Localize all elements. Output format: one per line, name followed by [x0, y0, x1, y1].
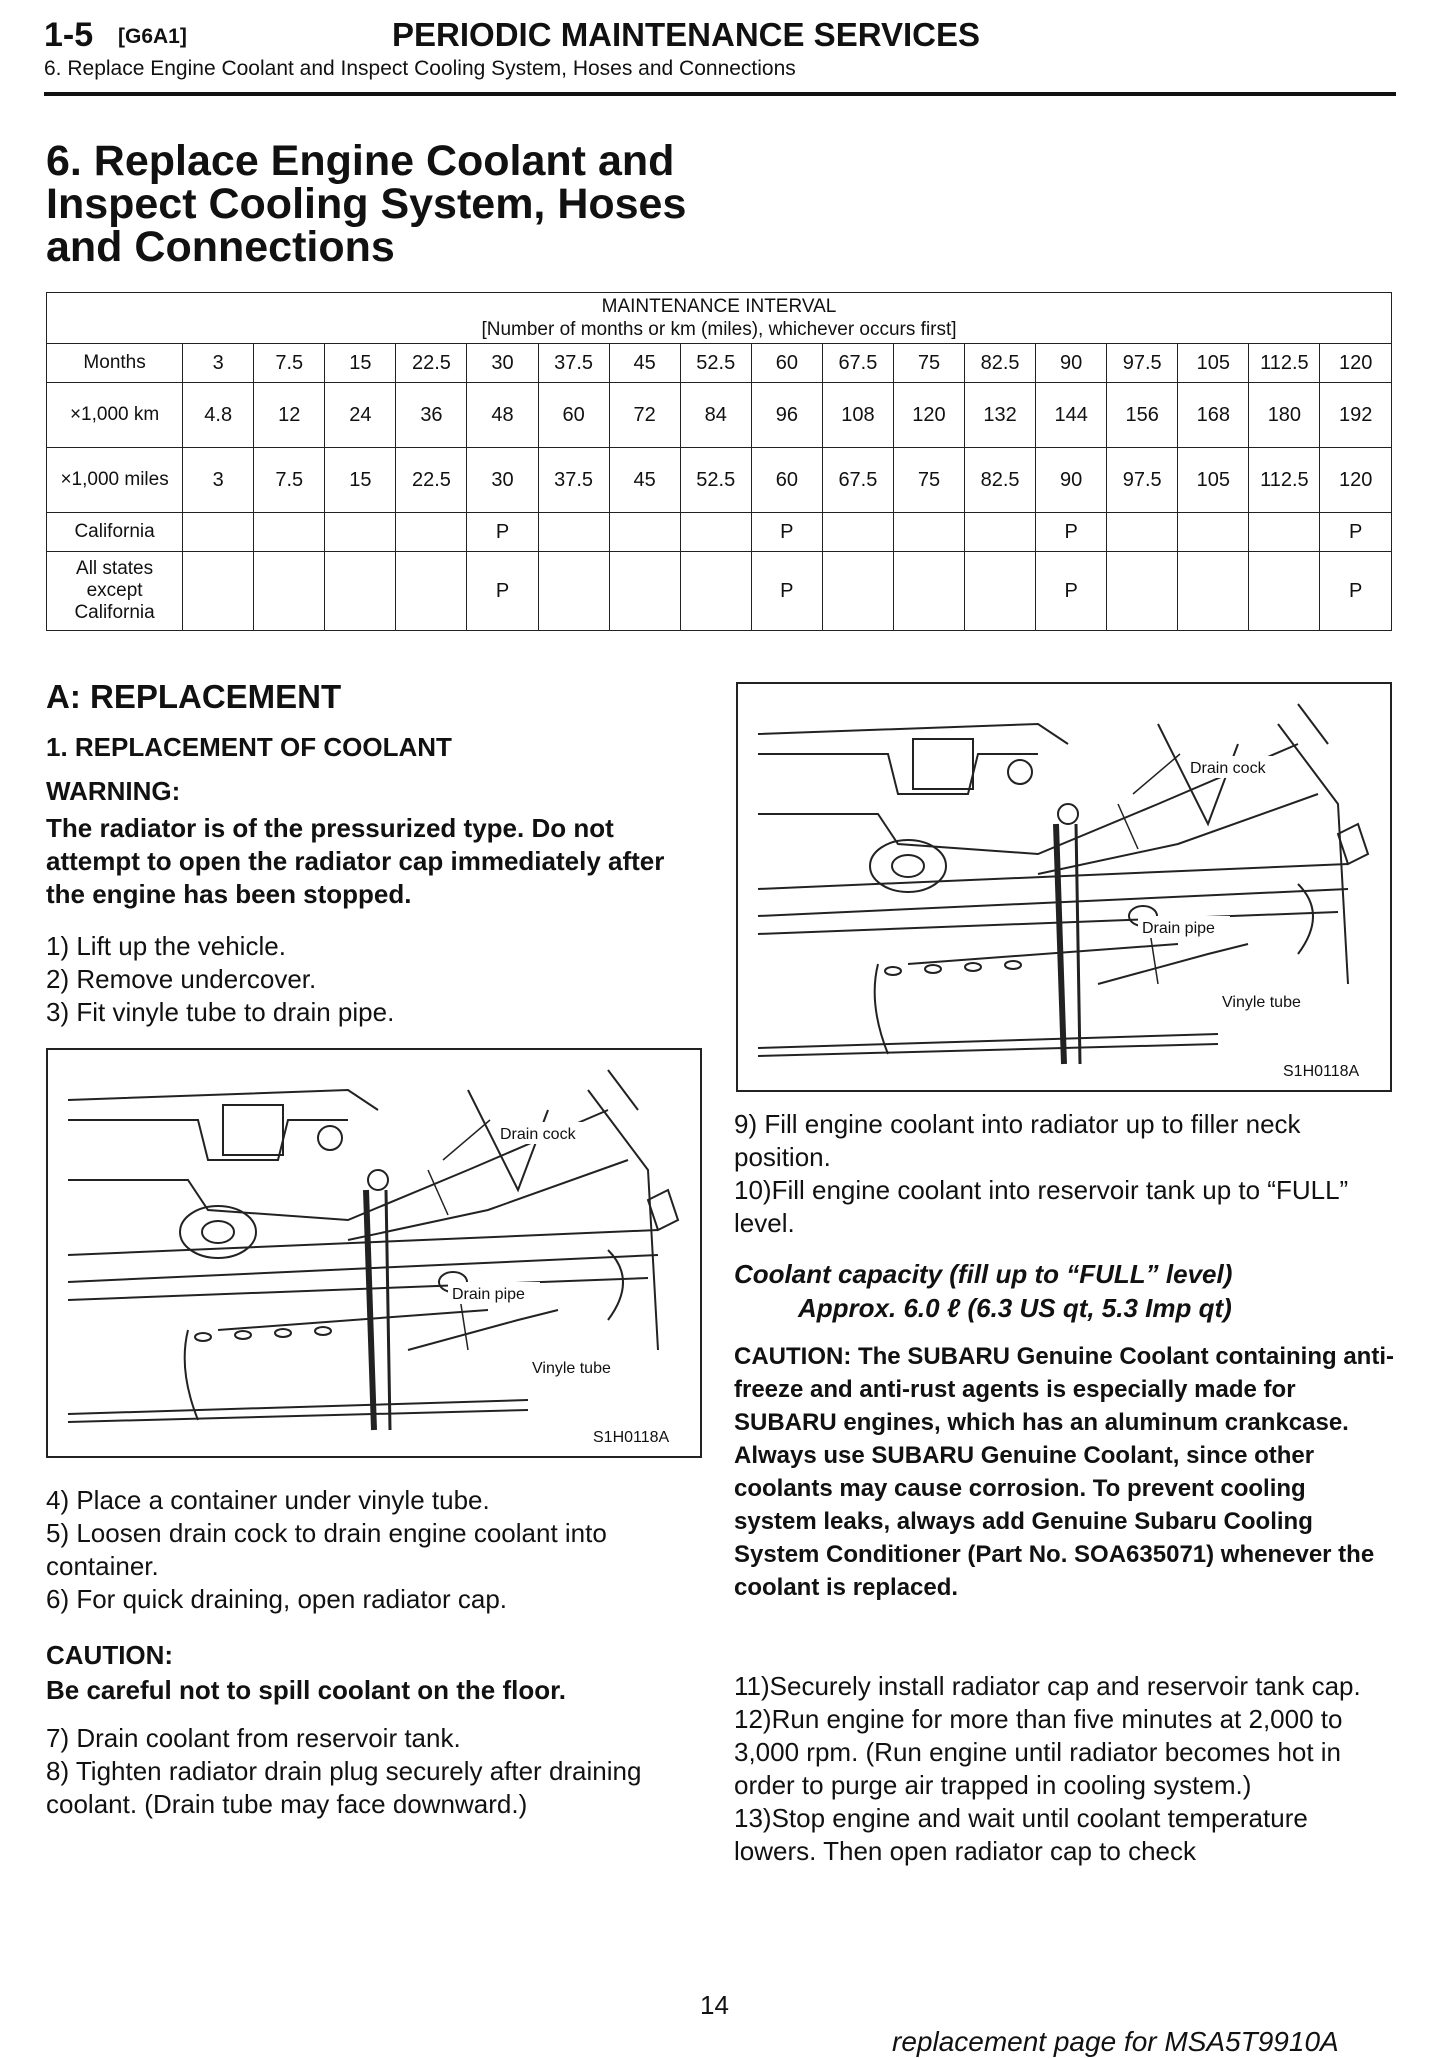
replacement-heading: A: REPLACEMENT — [46, 678, 342, 715]
row-label: ×1,000 miles — [47, 448, 183, 513]
section-code: [G6A1] — [118, 25, 187, 48]
table-cell — [1178, 513, 1249, 552]
caution-text: Be careful not to spill coolant on the floor. — [46, 1675, 567, 1705]
table-cell — [1249, 513, 1320, 552]
table-cell: 90 — [1036, 448, 1107, 513]
step-item: 9) Fill engine coolant into radiator up to filler neck position. — [734, 1109, 1301, 1172]
table-cell — [822, 513, 893, 552]
warning-label: WARNING: — [46, 776, 181, 806]
step-list — [46, 1722, 706, 1821]
table-cell: 3 — [183, 344, 254, 383]
table-cell: 7.5 — [254, 448, 325, 513]
table-cell: P — [1036, 552, 1107, 631]
table-cell: 52.5 — [680, 344, 751, 383]
table-cell: 105 — [1178, 448, 1249, 513]
table-row — [47, 513, 1392, 552]
step-item: 12)Run engine for more than five minutes at 2,000 to 3,000 rpm. (Run engine until radiator becomes hot in order to purge air trapped in cooling system.) — [734, 1704, 1343, 1800]
table-cell: 60 — [538, 383, 609, 448]
row-label: ×1,000 km — [47, 383, 183, 448]
caution-label: CAUTION: — [46, 1640, 174, 1670]
step-item: 8) Tighten radiator drain plug securely after draining coolant. (Drain tube may face downward.) — [46, 1756, 642, 1819]
table-cell: P — [1320, 513, 1392, 552]
table-cell — [609, 552, 680, 631]
table-cell: P — [1036, 513, 1107, 552]
table-cell — [183, 552, 254, 631]
table-cell: 90 — [1036, 344, 1107, 383]
table-cell: 30 — [467, 448, 538, 513]
label-drain-pipe: Drain pipe — [1142, 920, 1215, 937]
table-cell — [325, 513, 396, 552]
table-cell: 192 — [1320, 383, 1392, 448]
table-cell: 3 — [183, 448, 254, 513]
step-item: 4) Place a container under vinyle tube. — [46, 1485, 490, 1515]
table-cell — [396, 513, 467, 552]
step-item: 11)Securely install radiator cap and reservoir tank cap. — [734, 1671, 1361, 1701]
table-cell: 45 — [609, 448, 680, 513]
table-cell: 67.5 — [822, 448, 893, 513]
table-cell: 75 — [893, 344, 964, 383]
table-cell: 60 — [751, 344, 822, 383]
header-rule — [44, 92, 1396, 96]
section-title: 6. Replace Engine Coolant and Inspect Cooling System, Hoses and Connections — [46, 137, 687, 271]
table-cell — [1107, 513, 1178, 552]
table-cell: 112.5 — [1249, 344, 1320, 383]
table-cell: P — [467, 513, 538, 552]
warning-text: The radiator is of the pressurized type. Do not attempt to open the radiator cap immediately after the engine has been stopped. — [46, 813, 665, 909]
table-cell: 168 — [1178, 383, 1249, 448]
table-cell: 132 — [965, 383, 1036, 448]
table-cell: 156 — [1107, 383, 1178, 448]
table-cell: 15 — [325, 344, 396, 383]
table-cell: P — [467, 552, 538, 631]
table-cell — [965, 552, 1036, 631]
table-cell: P — [1320, 552, 1392, 631]
table-cell: 30 — [467, 344, 538, 383]
table-cell — [1178, 552, 1249, 631]
table-cell — [538, 552, 609, 631]
table-cell — [965, 513, 1036, 552]
table-cell: 144 — [1036, 383, 1107, 448]
engine-underside-drawing — [738, 684, 1390, 1090]
table-cell: 84 — [680, 383, 751, 448]
table-cell — [538, 513, 609, 552]
page-number: 14 — [700, 1990, 729, 2020]
table-cell: 180 — [1249, 383, 1320, 448]
label-drain-pipe: Drain pipe — [452, 1286, 525, 1303]
table-cell: 12 — [254, 383, 325, 448]
step-item: 3) Fit vinyle tube to drain pipe. — [46, 997, 395, 1027]
table-cell — [822, 552, 893, 631]
table-cell: 22.5 — [396, 344, 467, 383]
table-cell: 37.5 — [538, 448, 609, 513]
table-header-cell — [47, 293, 1392, 344]
table-cell: 97.5 — [1107, 448, 1178, 513]
step-list — [46, 930, 706, 1029]
table-row — [47, 383, 1392, 448]
figure-code: S1H0118A — [593, 1429, 670, 1446]
table-cell: 45 — [609, 344, 680, 383]
table-cell: 82.5 — [965, 448, 1036, 513]
table-row — [47, 344, 1392, 383]
step-item: 2) Remove undercover. — [46, 964, 317, 994]
coolant-caution-text: CAUTION: The SUBARU Genuine Coolant containing anti-freeze and anti-rust agents is especially made for SUBARU engines, which has an aluminum crankcase. Always use SUBARU Genuine Coolant, since other coolants may cause corrosion. To prevent cooling system leaks, always add Genuine Subaru Cooling System Conditioner (Part No. SOA635071) whenever the coolant is replaced. — [734, 1343, 1394, 1601]
table-cell — [396, 552, 467, 631]
table-cell: 67.5 — [822, 344, 893, 383]
table-cell — [609, 513, 680, 552]
table-cell — [325, 552, 396, 631]
header-title: PERIODIC MAINTENANCE SERVICES — [392, 16, 980, 53]
table-cell: 36 — [396, 383, 467, 448]
table-cell: 120 — [1320, 448, 1392, 513]
step-list — [734, 1670, 1394, 1868]
table-cell: 60 — [751, 448, 822, 513]
table-cell: 105 — [1178, 344, 1249, 383]
table-cell: 120 — [893, 383, 964, 448]
table-cell: 82.5 — [965, 344, 1036, 383]
table-row — [47, 552, 1392, 631]
table-cell: 48 — [467, 383, 538, 448]
drain-illustration — [736, 682, 1392, 1092]
coolant-capacity-line2: Approx. 6.0 ℓ (6.3 US qt, 5.3 Imp qt) — [798, 1293, 1232, 1323]
label-drain-cock: Drain cock — [500, 1126, 576, 1143]
coolant-capacity-line1: Coolant capacity (fill up to “FULL” level) — [734, 1259, 1233, 1289]
table-cell: 15 — [325, 448, 396, 513]
step-item: 5) Loosen drain cock to drain engine coolant into container. — [46, 1518, 607, 1581]
table-cell: 120 — [1320, 344, 1392, 383]
table-header-title: MAINTENANCE INTERVAL — [601, 296, 837, 317]
label-drain-cock: Drain cock — [1190, 760, 1266, 777]
page-ref: 1-5 — [44, 16, 94, 54]
step-item: 1) Lift up the vehicle. — [46, 931, 286, 961]
figure-code: S1H0118A — [1283, 1063, 1360, 1080]
replacement-subheading: 1. REPLACEMENT OF COOLANT — [46, 732, 452, 762]
table-cell: 37.5 — [538, 344, 609, 383]
table-cell — [183, 513, 254, 552]
table-cell — [254, 513, 325, 552]
row-label: All states except California — [47, 552, 183, 631]
footer-note: replacement page for MSA5T9910A — [892, 2026, 1339, 2057]
row-label: California — [47, 513, 183, 552]
step-list — [734, 1108, 1394, 1240]
table-cell — [680, 552, 751, 631]
table-cell: 108 — [822, 383, 893, 448]
step-item: 10)Fill engine coolant into reservoir tank up to “FULL” level. — [734, 1175, 1349, 1238]
table-cell — [254, 552, 325, 631]
drain-illustration — [46, 1048, 702, 1458]
table-cell: 22.5 — [396, 448, 467, 513]
table-cell: 96 — [751, 383, 822, 448]
table-cell: P — [751, 552, 822, 631]
table-cell: 75 — [893, 448, 964, 513]
table-cell: P — [751, 513, 822, 552]
header-subtitle: 6. Replace Engine Coolant and Inspect Cooling System, Hoses and Connections — [44, 57, 796, 80]
table-cell: 97.5 — [1107, 344, 1178, 383]
step-item: 7) Drain coolant from reservoir tank. — [46, 1723, 461, 1753]
table-header-row — [47, 293, 1392, 344]
row-label: Months — [47, 344, 183, 383]
table-cell — [893, 552, 964, 631]
table-row — [47, 448, 1392, 513]
step-list — [46, 1484, 706, 1616]
table-cell: 52.5 — [680, 448, 751, 513]
table-cell: 24 — [325, 383, 396, 448]
table-cell — [680, 513, 751, 552]
label-vinyle-tube: Vinyle tube — [1222, 994, 1301, 1011]
table-cell — [893, 513, 964, 552]
table-cell: 112.5 — [1249, 448, 1320, 513]
table-cell: 4.8 — [183, 383, 254, 448]
maintenance-interval-table — [46, 292, 1392, 631]
label-vinyle-tube: Vinyle tube — [532, 1360, 611, 1377]
table-cell — [1107, 552, 1178, 631]
table-cell — [1249, 552, 1320, 631]
step-item: 13)Stop engine and wait until coolant temperature lowers. Then open radiator cap to check — [734, 1803, 1308, 1866]
engine-underside-drawing — [48, 1050, 700, 1456]
table-cell: 72 — [609, 383, 680, 448]
table-cell: 7.5 — [254, 344, 325, 383]
step-item: 6) For quick draining, open radiator cap. — [46, 1584, 508, 1614]
table-header-note: [Number of months or km (miles), whichever occurs first] — [481, 319, 957, 340]
